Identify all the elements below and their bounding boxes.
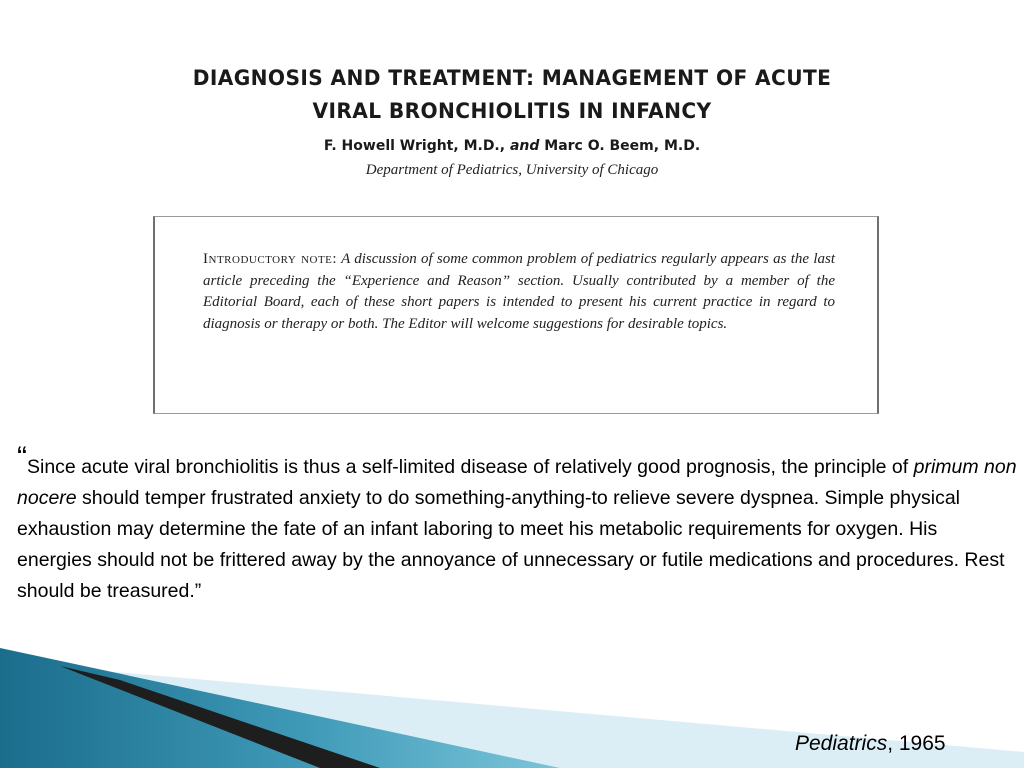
article-header	[0, 62, 1024, 179]
article-title	[0, 62, 1024, 128]
quote-text-part-1: Since acute viral bronchiolitis is thus a self-limited disease of relatively good prognosis, the principle of	[27, 456, 914, 478]
quote-open-mark: “	[17, 441, 27, 474]
quote-paragraph	[17, 441, 1017, 607]
quote-emphasis: primum non nocere	[17, 456, 1017, 509]
title-line-1: DIAGNOSIS AND TREATMENT: MANAGEMENT OF ACUTE	[192, 66, 832, 90]
introductory-note-box	[153, 216, 879, 414]
article-authors	[0, 138, 1024, 154]
author-1: F. Howell Wright, M.D.,	[323, 138, 506, 154]
introductory-note	[203, 249, 835, 335]
citation-year: , 1965	[887, 732, 946, 755]
introductory-note-text: A discussion of some common problem of pediatrics regularly appears as the last article preceding the “Experience and Reason” section. Usually contributed by a member of the Editorial Board, each of these short papers is intended to present his current practice in regard to diagnosis or therapy or both. The Editor will welcome suggestions for desirable topics.	[203, 251, 835, 332]
article-department: Department of Pediatrics, University of Chicago	[365, 162, 659, 178]
title-line-2: VIRAL BRONCHIOLITIS IN INFANCY	[312, 99, 712, 123]
citation	[795, 732, 946, 756]
author-and: and	[509, 138, 540, 154]
quote-text-part-2: should temper frustrated anxiety to do something-anything-to relieve severe dyspnea. Simple physical exhaustion may determine the fate of an infant laboring to meet his metabolic requirements for oxygen. His energies should not be frittered away by the annoyance of unnecessary or futile medications and procedures. Rest should be treasured.”	[17, 487, 1005, 602]
author-2: Marc O. Beem, M.D.	[544, 138, 701, 154]
introductory-note-label: Introductory note:	[203, 251, 338, 267]
citation-journal: Pediatrics	[795, 732, 888, 755]
